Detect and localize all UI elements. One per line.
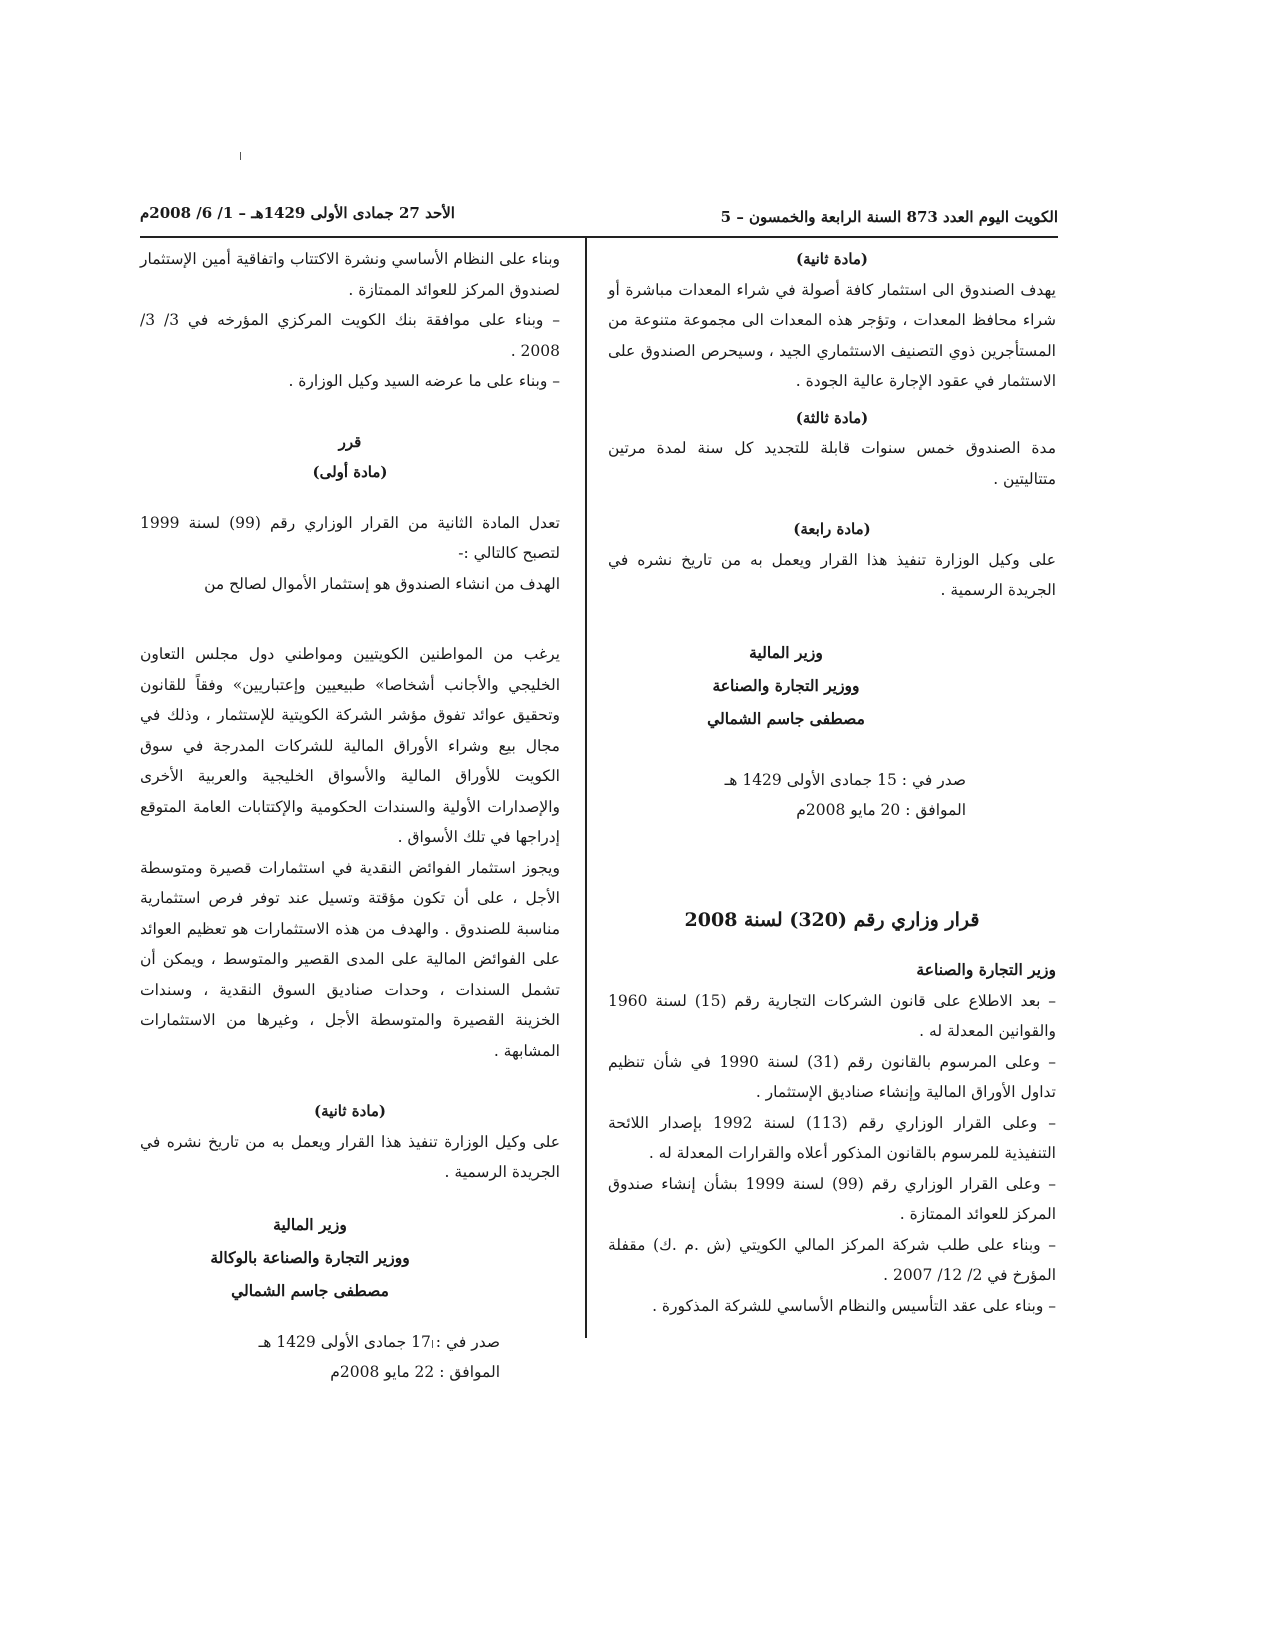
issue-date-block bbox=[140, 1327, 500, 1387]
signature-block bbox=[636, 636, 936, 735]
article-heading: (مادة أولى) bbox=[312, 463, 388, 481]
preamble-item: – وبناء على طلب شركة المركز المالي الكويتي (ش .م .ك) مقفلة المؤرخ في 2/ 12/ 2007 . bbox=[608, 1235, 1056, 1284]
article-heading: (مادة ثانية) bbox=[795, 250, 869, 268]
article-text: على وكيل الوزارة تنفيذ هذا القرار ويعمل به من تاريخ نشره في الجريدة الرسمية . bbox=[608, 550, 1056, 599]
signature-line: ووزير التجارة والصناعة بالوكالة bbox=[210, 1247, 410, 1267]
signature-line: ووزير التجارة والصناعة bbox=[712, 675, 860, 695]
left-column bbox=[140, 244, 560, 1387]
decided-heading: قرر bbox=[338, 432, 362, 451]
preamble-item: – وبناء على موافقة بنك الكويت المركزي المؤرخه في 3/ 3/ 2008 . bbox=[140, 311, 560, 360]
right-column bbox=[608, 244, 1056, 1321]
signature-line: مصطفى جاسم الشمالي bbox=[231, 1280, 389, 1300]
issue-date-hijri: صدر في : 15 جمادى الأولى 1429 هـ bbox=[724, 770, 966, 789]
signature-line: وزير المالية bbox=[749, 642, 823, 662]
article-heading: (مادة ثالثة) bbox=[795, 408, 869, 427]
header-issue-info: الكويت اليوم العدد 873 السنة الرابعة والخمسون – 5 bbox=[720, 208, 1058, 226]
article-text: الهدف من انشاء الصندوق هو إستثمار الأموال لصالح من bbox=[204, 574, 560, 593]
article-text: مدة الصندوق خمس سنوات قابلة للتجديد كل سنة لمدة مرتين متتاليتين . bbox=[608, 439, 1056, 488]
header-rule bbox=[140, 236, 1058, 238]
issue-date-gregorian: الموافق : 22 مايو 2008م bbox=[330, 1362, 500, 1381]
preamble-item: – وعلى المرسوم بالقانون رقم (31) لسنة 1990 في شأن تنظيم تداول الأوراق المالية وإنشاء صناديق الإستثمار . bbox=[608, 1052, 1056, 1101]
article-heading: (مادة ثانية) bbox=[313, 1102, 387, 1120]
signature-block bbox=[150, 1208, 470, 1307]
signature-line: مصطفى جاسم الشمالي bbox=[707, 708, 865, 728]
article-text: ويجوز استثمار الفوائض النقدية في استثمارات قصيرة ومتوسطة الأجل ، على أن تكون مؤقتة وتسيل عند توفر فرص استثمارية مناسبة للصندوق . والهدف من هذه الاستثمارات هو تعظيم العوائد على الفوائض المالية على المدى القصير والمتوسط ، ويمكن أن تشمل السندات ، وحدات صناديق السوق النقدية ، وسندات الخزينة القصيرة والمتوسطة الأجل ، وغيرها من الاستثمارات المشابهة . bbox=[140, 858, 560, 1060]
preamble-item: – وعلى القرار الوزاري رقم (99) لسنة 1999 بشأن إنشاء صندوق المركز للعوائد الممتازة . bbox=[608, 1174, 1056, 1223]
column-divider bbox=[585, 238, 587, 1338]
article-text: يرغب من المواطنين الكويتيين ومواطني دول مجلس التعاون الخليجي والأجانب أشخاصا» طبيعيين وإعتباريين» وفقاً للقانون وتحقيق عوائد تفوق مؤشر الشركة الكويتية للإستثمار ، وذلك في مجال بيع وشراء الأوراق المالية للشركات المدرجة في سوق الكويت للأوراق المالية والأسواق الخليجية والعربية الأخرى والإصدارات الأولية والسندات الحكومية والإكتتابات العامة المتوقع إدراجها في تلك الأسواق . bbox=[140, 645, 560, 846]
preamble-item: – وبناء على عقد التأسيس والنظام الأساسي للشركة المذكورة . bbox=[652, 1296, 1056, 1315]
issue-date-gregorian: الموافق : 20 مايو 2008م bbox=[796, 800, 966, 819]
issue-date-block bbox=[608, 765, 966, 825]
article-text: يهدف الصندوق الى استثمار كافة أصولة في شراء المعدات مباشرة أو شراء محافظ المعدات ، وتؤجر هذه المعدات الى مجموعة متنوعة من المستأجرين ذوي التصنيف الاستثماري الجيد ، وسيحرص الصندوق على الاستثمار في عقود الإجارة عالية الجودة . bbox=[608, 280, 1056, 390]
minister-heading: وزير التجارة والصناعة bbox=[916, 960, 1056, 979]
decree-title: قرار وزاري رقم (320) لسنة 2008 bbox=[684, 908, 980, 931]
preamble-item: وبناء على النظام الأساسي ونشرة الاكتتاب واتفاقية أمين الإستثمار لصندوق المركز للعوائد الممتازة . bbox=[140, 250, 560, 299]
signature-line: وزير المالية bbox=[273, 1214, 347, 1234]
scan-mark bbox=[240, 152, 241, 160]
preamble-item: – وعلى القرار الوزاري رقم (113) لسنة 1992 بإصدار اللائحة التنفيذية للمرسوم بالقانون المذكور أعلاه والقرارات المعدلة له . bbox=[608, 1113, 1056, 1162]
header-date: الأحد 27 جمادى الأولى 1429هـ – 1/ 6/ 2008م bbox=[140, 204, 455, 222]
preamble-item: – بعد الاطلاع على قانون الشركات التجارية رقم (15) لسنة 1960 والقوانين المعدلة له . bbox=[608, 991, 1056, 1040]
article-text: تعدل المادة الثانية من القرار الوزاري رقم (99) لسنة 1999 لتصبح كالتالي :- bbox=[140, 513, 560, 562]
preamble-item: – وبناء على ما عرضه السيد وكيل الوزارة . bbox=[288, 372, 560, 390]
article-text: على وكيل الوزارة تنفيذ هذا القرار ويعمل به من تاريخ نشره في الجريدة الرسمية . bbox=[140, 1132, 560, 1181]
article-heading: (مادة رابعة) bbox=[793, 520, 871, 538]
page-header bbox=[140, 198, 1058, 234]
issue-date-hijri: صدر في : 17 جمادى الأولى 1429 هـ bbox=[258, 1332, 500, 1351]
